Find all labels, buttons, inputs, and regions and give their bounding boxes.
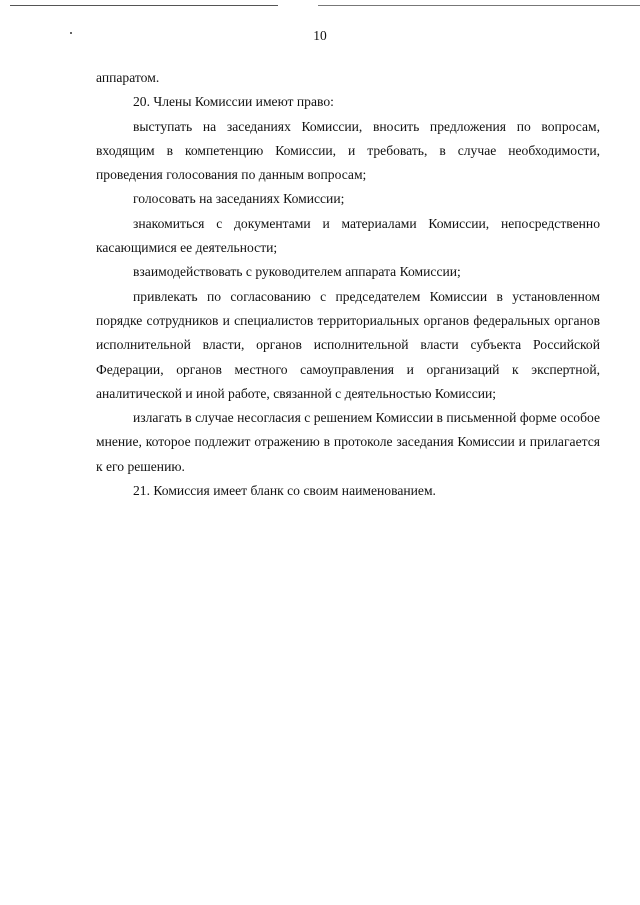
paragraph-right-documents: знакомиться с документами и материалами Комиссии, непосредственно касающимися ее деятельности; (96, 215, 600, 256)
page-number: 10 (313, 28, 327, 43)
paragraph-item-21: 21. Комиссия имеет бланк со своим наименованием. (133, 483, 436, 499)
paragraph-right-dissent: излагать в случае несогласия с решением Комиссии в письменной форме особое мнение, которое подлежит отражению в протоколе заседания Комиссии и прилагается к его решению. (96, 410, 600, 474)
paragraph-right-speak: выступать на заседаниях Комиссии, вносить предложения по вопросам, входящим в компетенцию Комиссии, и требовать, в случае необходимости, проведения голосования по данным вопросам; (96, 118, 600, 183)
paragraph-right-interact: взаимодействовать с руководителем аппарата Комиссии; (133, 264, 461, 280)
paragraph-continuation: аппаратом. (96, 70, 160, 85)
document-body (96, 66, 600, 503)
scan-edge-line-right (318, 5, 640, 6)
paragraph-right-vote: голосовать на заседаниях Комиссии; (133, 191, 345, 207)
paragraph-item-20: 20. Члены Комиссии имеют право: (133, 94, 334, 110)
scan-edge-line-left (10, 5, 278, 6)
paragraph-right-involve: привлекать по согласованию с председателем Комиссии в установленном порядке сотрудников и специалистов территориальных органов федеральных органов исполнительной власти, органов исполнительной власти субъекта Российской Федерации, органов местного самоуправления и организаций к экспертной, аналитической и иной работе, связанной с деятельностью Комиссии; (96, 288, 600, 401)
